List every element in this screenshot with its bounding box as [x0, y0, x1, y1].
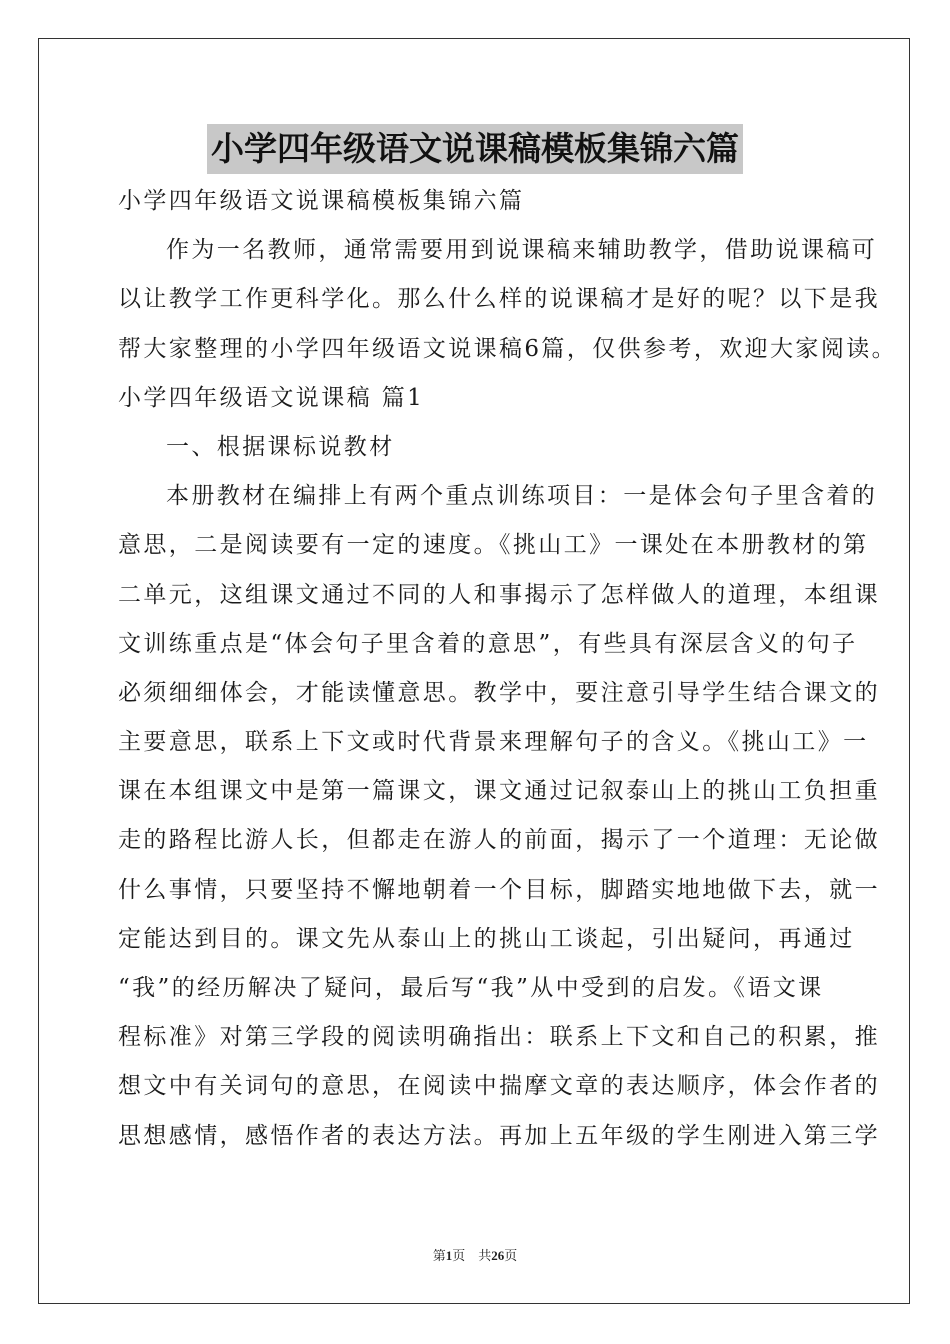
text-line: 定能达到目的。课文先从泰山上的挑山工谈起，引出疑问，再通过 [118, 925, 855, 952]
total-prefix: 共 [478, 1248, 492, 1263]
text-line: 程标准》对第三学段的阅读明确指出：联系上下文和自己的积累，推 [118, 1024, 880, 1051]
text-line: 小学四年级语文说课稿 篇1 [118, 384, 425, 411]
text-line: 必须细细体会，才能读懂意思。教学中，要注意引导学生结合课文的 [118, 679, 880, 706]
text-line: 什么事情，只要坚持不懈地朝着一个目标，脚踏实地地做下去，就一 [118, 876, 880, 903]
text-line: 文训练重点是“体会句子里含着的意思”，有些具有深层含义的句子 [118, 630, 858, 657]
document-title: 小学四年级语文说课稿模板集锦六篇 [207, 124, 743, 174]
document-body [118, 177, 898, 1161]
text-line: 帮大家整理的小学四年级语文说课稿6篇，仅供参考，欢迎大家阅读。 [118, 335, 898, 362]
text-line: “我”的经历解决了疑问，最后写“我”从中受到的启发。《语文课 [118, 975, 824, 1001]
total-pages: 26 [491, 1248, 505, 1263]
page-suffix: 页 [452, 1248, 466, 1263]
text-line: 小学四年级语文说课稿模板集锦六篇 [118, 188, 525, 214]
text-line: 本册教材在编排上有两个重点训练项目：一是体会句子里含着的 [166, 483, 878, 510]
text-line: 走的路程比游人长，但都走在游人的前面，揭示了一个道理：无论做 [118, 827, 880, 854]
page-footer [0, 1245, 950, 1264]
text-line: 课在本组课文中是第一篇课文，课文通过记叙泰山上的挑山工负担重 [118, 778, 880, 805]
text-line: 一、根据课标说教材 [166, 433, 395, 460]
text-line: 思想感情，感悟作者的表达方法。再加上五年级的学生刚进入第三学 [118, 1122, 880, 1149]
text-line: 二单元，这组课文通过不同的人和事揭示了怎样做人的道理，本组课 [118, 581, 880, 608]
text-line: 意思，二是阅读要有一定的速度。《挑山工》一课处在本册教材的第 [118, 532, 869, 559]
text-line: 主要意思，联系上下文或时代背景来理解句子的含义。《挑山工》一 [118, 729, 869, 756]
text-line: 想文中有关词句的意思，在阅读中揣摩文章的表达顺序，体会作者的 [118, 1073, 880, 1100]
page-number: 1 [445, 1248, 453, 1263]
title-container [0, 124, 950, 174]
page-prefix: 第 [432, 1248, 446, 1263]
text-line: 以让教学工作更科学化。那么什么样的说课稿才是好的呢？以下是我 [118, 286, 880, 313]
text-line: 作为一名教师，通常需要用到说课稿来辅助教学，借助说课稿可 [166, 237, 878, 264]
total-suffix: 页 [504, 1248, 518, 1263]
